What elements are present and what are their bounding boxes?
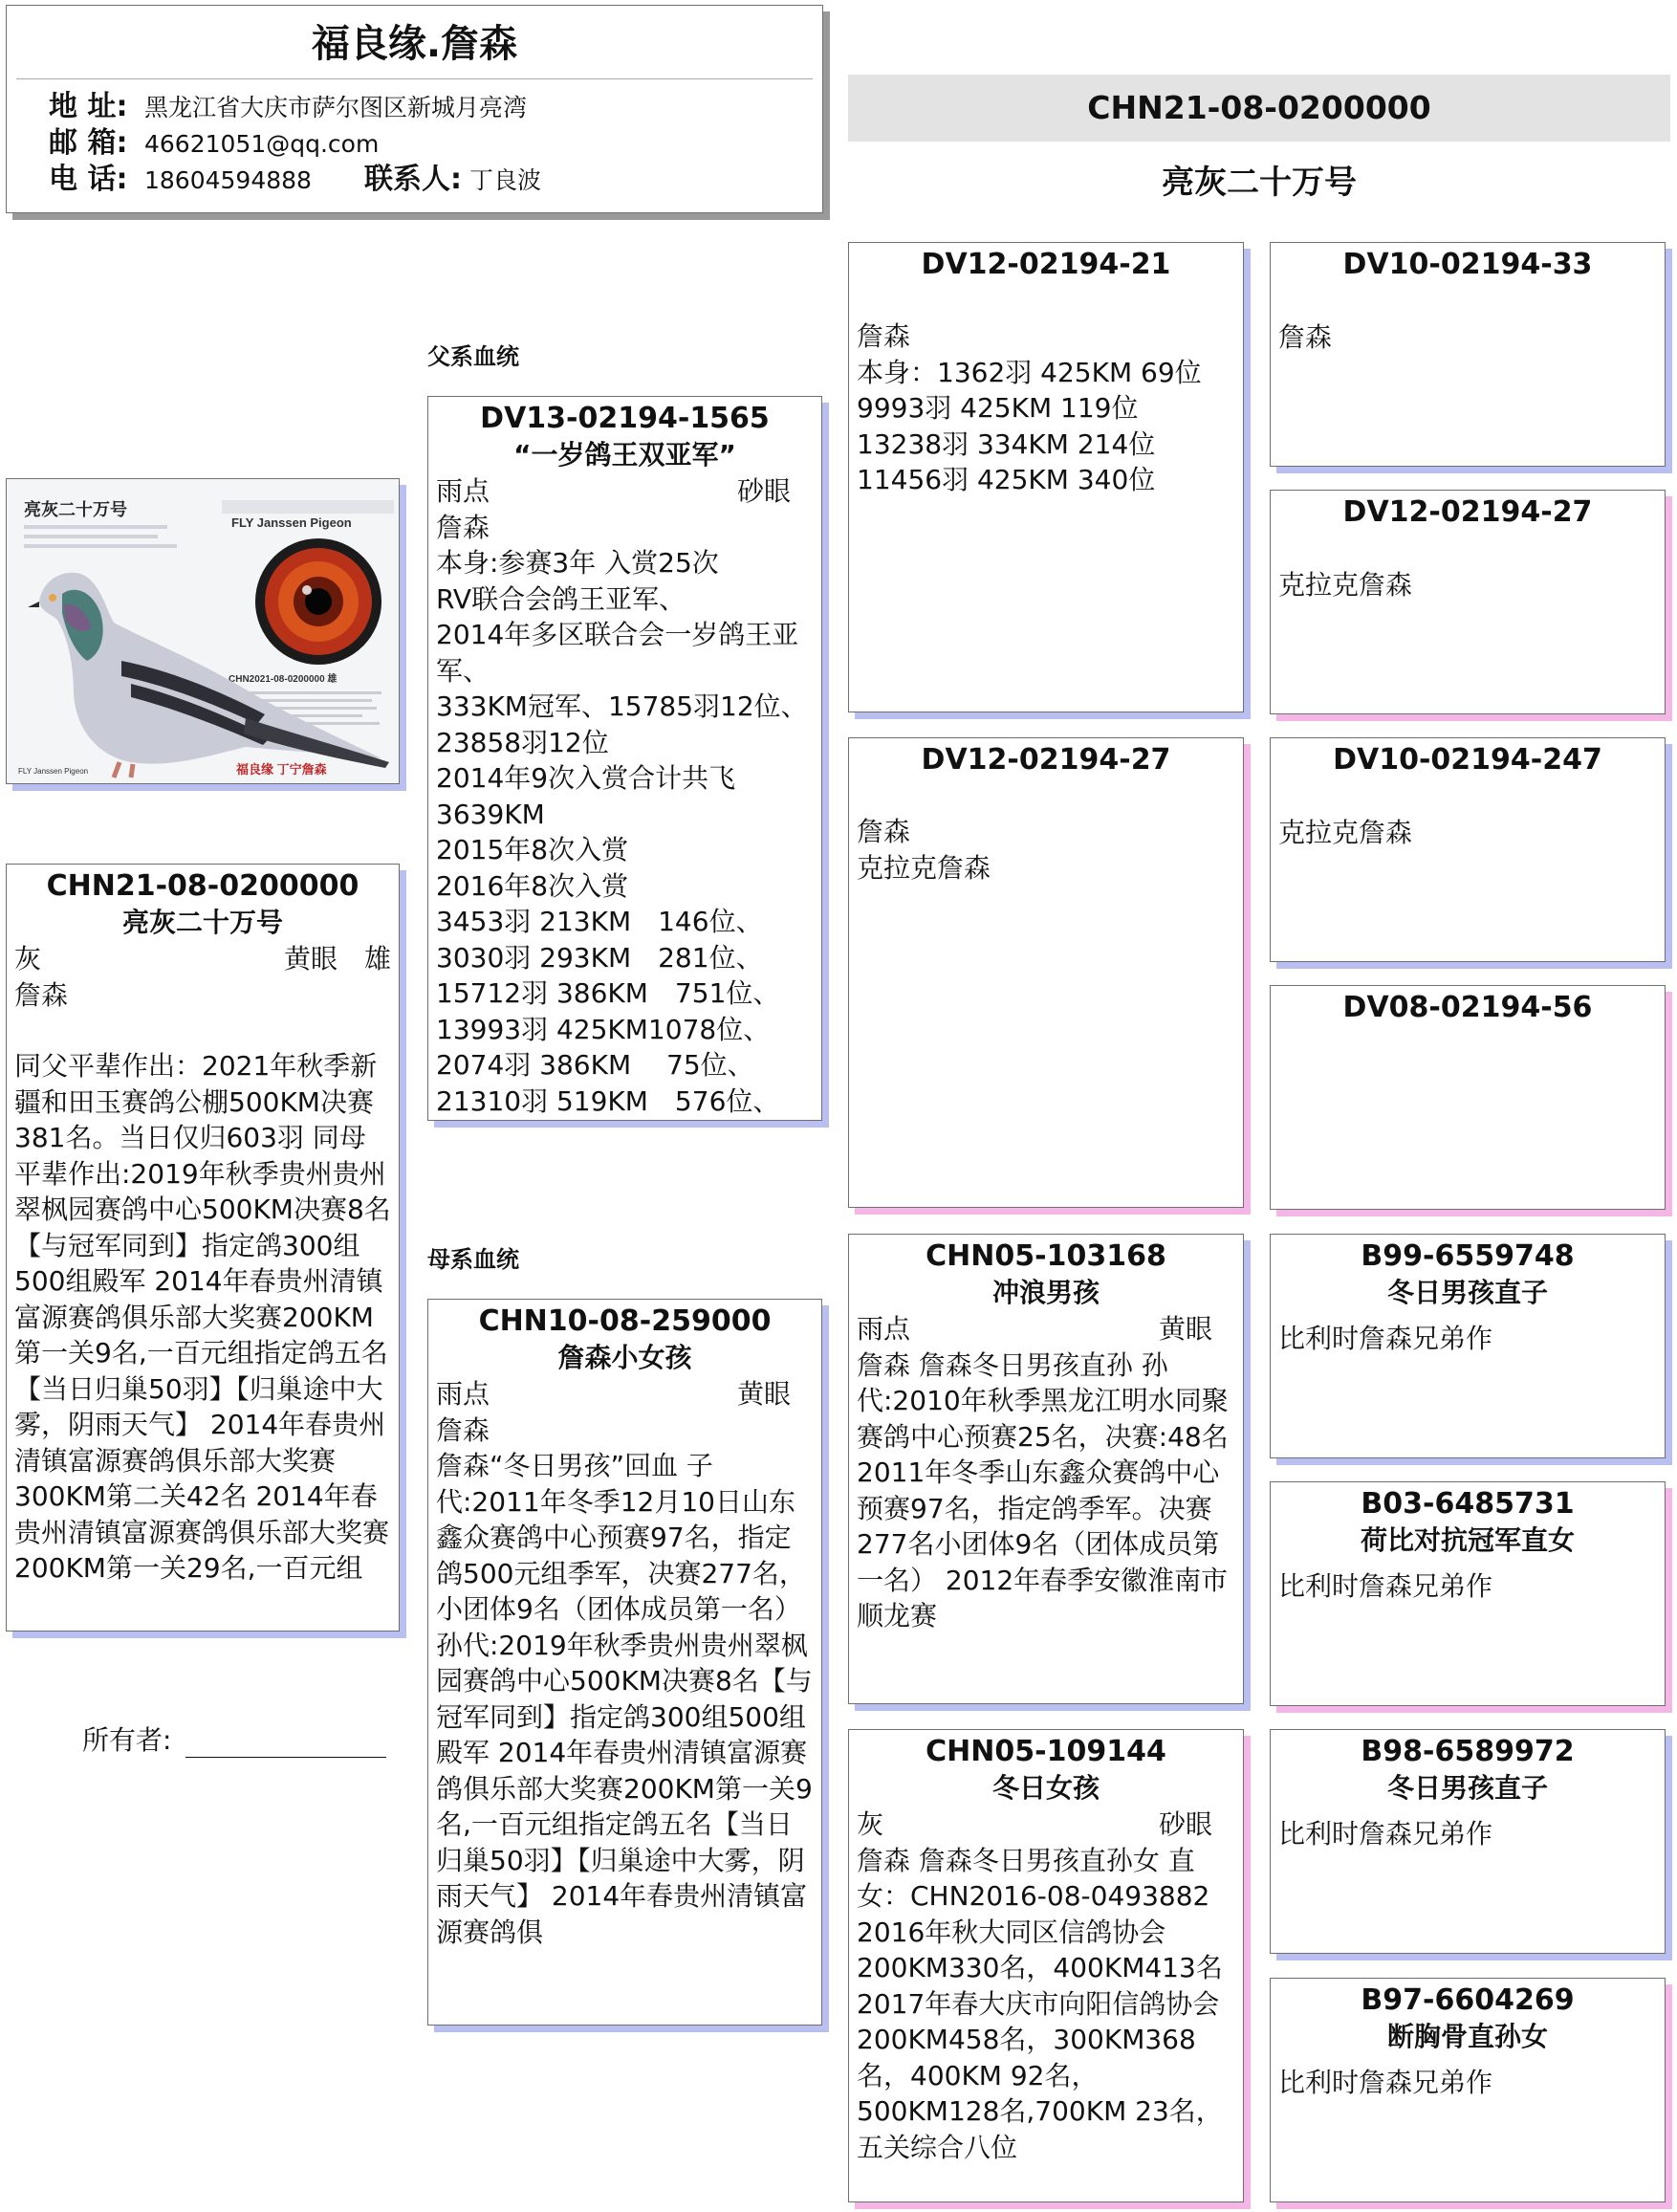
owner-field [82,1719,386,1758]
sire-performance-line: 23858羽12位 [436,726,609,758]
gp-dd-color: 灰 [857,1808,884,1840]
sire-performance-line: 333KM冠军、15785羽12位、 [436,690,808,722]
ggp-note: 詹森 [1278,321,1333,353]
sire-name: “一岁鸽王双亚军” [513,439,736,471]
sire-eye: 砂眼 [736,475,791,507]
ggp-box [1270,737,1666,962]
pigeon-photo [6,478,400,784]
gp-sd-note-line: 克拉克詹森 [857,851,991,884]
grandsire-sire-box [848,242,1244,712]
gp-ss-ring: DV12-02194-21 [921,248,1171,281]
gp-dd-eye: 砂眼 [1158,1808,1212,1840]
gp-ds-color: 雨点 [857,1313,911,1345]
pedigree-ring: CHN21-08-0200000 [1087,89,1431,126]
dam-notes: 詹森“冬日男孩”回血 子代:2011年冬季12月10日山东鑫众赛鸽中心预赛97名，指定鸽500元组季军，决赛277名，小团体9名（团体成员第一名） 孙代:2019年秋季贵州贵州翠枫园赛鸽中心500KM决赛8名【与冠军同到】指定鸽300组500组殿军 2014年春贵州清镇富源赛鸽俱乐部大奖赛200KM第一关9名,一百元组指定鸽五名【当日归巢50羽】【归巢途中大雾，阴雨天气】 2014年春贵州清镇富源赛鸽俱 [436,1450,813,1948]
ggp-box [1270,985,1666,1210]
photo-ring: CHN2021-08-0200000 雄 [229,674,338,685]
email-value: 46621051@qq.com [144,130,380,158]
ggp-note: 克拉克詹森 [1278,817,1413,848]
dam-color: 雨点 [436,1378,490,1410]
sire-performance-line: 2014年9次入赏合计共飞3639KM [436,762,736,830]
ggp-name: 冬日男孩直子 [1386,1772,1548,1804]
ggp-box [1270,1481,1666,1706]
phone-value: 18604594888 [144,166,312,194]
ggp-name [1271,1026,1665,1062]
ggp-box [1270,1729,1666,1954]
gp-ds-notes: 詹森 詹森冬日男孩直孙 孙代:2010年秋季黑龙江明水同聚赛鸽中心预赛25名，决赛:48名 2011年冬季山东鑫众赛鸽中心预赛97名，指定鸽季军。决赛277名小团体9名（团体成员第一名） 2012年春季安徽淮南市顺龙赛 [857,1348,1229,1632]
ggp-ring: B98-6589972 [1361,1735,1575,1768]
sire-performance-line: 21310羽 519KM 576位、 [436,1084,780,1117]
sire-performance-line: 13993羽 425KM1078位、 [436,1013,771,1045]
gp-sd-notes [849,814,1243,886]
gp-ss-note-line: 詹森 [857,320,911,352]
gp-ss-note-line: 11456羽 425KM 340位 [857,464,1156,495]
owner-line[interactable] [185,1730,386,1758]
sire-performance-line: 本身:参赛3年 入赏25次 [436,547,719,579]
phone-label: 电 话: [49,163,128,196]
ggp-note: 比利时詹森兄弟作 [1278,2067,1493,2098]
ggp-name: 断胸骨直孙女 [1386,2021,1548,2052]
dam-strain: 詹森 [436,1413,490,1446]
ggp-note: 比利时詹森兄弟作 [1278,1818,1493,1850]
subject-ring: CHN21-08-0200000 [46,869,359,903]
contact-label: 联系人: [364,163,462,196]
subject-box [6,864,400,1632]
ggp-note: 克拉克詹森 [1278,569,1413,601]
sire-strain: 詹森 [436,511,490,543]
gp-dd-name: 冬日女孩 [991,1772,1100,1804]
photo-title: 亮灰二十万号 [24,500,127,519]
ggp-ring: DV08-02194-56 [1342,991,1593,1024]
subject-eye-sex: 黄眼 雄 [283,943,391,975]
photo-footer-left: FLY Janssen Pigeon [18,767,89,776]
ggp-name [1271,778,1665,815]
ggp-box [1270,1234,1666,1458]
sire-performance [436,545,814,1119]
ggp-ring: DV12-02194-27 [1342,495,1593,529]
sire-performance-line: 2015年8次入赏 [436,834,629,865]
sire-section-label: 父系血统 [427,343,519,370]
ggp-name [1271,531,1665,567]
ggp-name: 荷比对抗冠军直女 [1360,1524,1575,1556]
gp-dd-ring: CHN05-109144 [926,1735,1166,1768]
photo-brand: FLY Janssen Pigeon [231,515,352,530]
gp-ds-name: 冲浪男孩 [991,1277,1100,1308]
subject-strain: 詹森 [14,978,69,1011]
ggp-box [1270,1978,1666,2202]
sire-performance-line: 3030羽 293KM 281位、 [436,941,763,974]
pigeon-photo-svg [7,479,399,783]
ggp-box [1270,242,1666,467]
dam-name: 詹森小女孩 [557,1342,692,1373]
pedigree-title-band [848,75,1670,142]
gp-ss-note-line: 13238羽 334KM 214位 [857,427,1156,460]
sire-ring: DV13-02194-1565 [480,402,770,435]
gp-ds-ring: CHN05-103168 [926,1239,1166,1273]
grandsire-dam-box [848,1234,1244,1704]
ggp-ring: B97-6604269 [1361,1983,1575,2017]
ggp-ring: B99-6559748 [1361,1239,1575,1273]
ggp-ring: DV10-02194-33 [1342,248,1593,281]
ggp-name: 冬日男孩直子 [1386,1277,1548,1308]
contact-info [7,89,822,198]
header-divider [16,78,813,79]
subject-name: 亮灰二十万号 [121,907,283,938]
gp-dd-notes: 詹森 詹森冬日男孩直孙女 直女：CHN2016-08-0493882 2016年秋大同区信鸽协会200KM330名，400KM413名 2017年春大庆市向阳信鸽协会200KM458名，300KM368名，400KM 92名，500KM128名,700KM 23名，五关综合八位 [857,1844,1223,2163]
pedigree-name: 亮灰二十万号 [1162,164,1357,202]
gp-ss-note-line: 9993羽 425KM 119位 [857,392,1139,424]
email-label: 邮 箱: [49,126,128,160]
subject-color: 灰 [14,943,42,975]
sire-performance-line: RV联合会鸽王亚军、 [436,582,686,615]
granddam-dam-box [848,1729,1244,2202]
breeder-title: 福良缘.詹森 [311,22,518,66]
ggp-note: 比利时詹森兄弟作 [1278,1570,1493,1602]
gp-ds-eye: 黄眼 [1158,1313,1212,1345]
sire-box [427,396,822,1121]
photo-footer-right: 福良缘 丁宁詹森 [236,762,327,777]
dam-ring: CHN10-08-259000 [478,1304,772,1338]
owner-label: 所有者: [82,1724,172,1756]
gp-ss-notes [849,318,1243,498]
ggp-note: 比利时詹森兄弟作 [1278,1323,1493,1354]
sire-color: 雨点 [436,475,490,507]
sire-performance-line: 2074羽 386KM 75位、 [436,1049,754,1081]
ggp-ring: DV10-02194-247 [1333,743,1602,777]
sire-performance-line: 15712羽 386KM 751位、 [436,977,780,1009]
contact-value: 丁良波 [469,166,542,194]
sire-performance-line: 2016年8次入赏 [436,869,629,902]
breeder-header [6,5,823,213]
dam-eye: 黄眼 [736,1378,791,1410]
subject-notes: 同父平辈作出：2021年秋季新疆和田玉赛鸽公棚500KM决赛381名。当日仅归603羽 同母平辈作出:2019年秋季贵州贵州翠枫园赛鸽中心500KM决赛8名【与冠军同到】指定鸽300组500组殿军 2014年春贵州清镇富源赛鸽俱乐部大奖赛200KM第一关9名,一百元组指定鸽五名【当日归巢50羽】【归巢途中大雾，阴雨天气】 2014年春贵州清镇富源赛鸽俱乐部大奖赛300KM第二关42名 2014年春贵州清镇富源赛鸽俱乐部大奖赛200KM第一关29名,一百元组 [14,1050,391,1584]
ggp-ring: B03-6485731 [1361,1487,1575,1521]
gp-sd-ring: DV12-02194-27 [921,743,1171,777]
dam-section-label: 母系血统 [427,1246,519,1273]
dam-box [427,1299,822,2026]
gp-sd-note-line: 詹森 [857,816,911,847]
address-label: 地 址: [49,90,128,123]
granddam-sire-box [848,737,1244,1208]
sire-performance-line: 3453羽 213KM 146位、 [436,906,763,937]
address-value: 黑龙江省大庆市萨尔图区新城月亮湾 [144,94,528,121]
sire-performance-line: 2014年多区联合会一岁鸽王亚军、 [436,619,799,687]
ggp-box [1270,490,1666,714]
gp-ss-note-line: 本身：1362羽 425KM 69位 [857,356,1202,388]
ggp-name [1271,283,1665,319]
